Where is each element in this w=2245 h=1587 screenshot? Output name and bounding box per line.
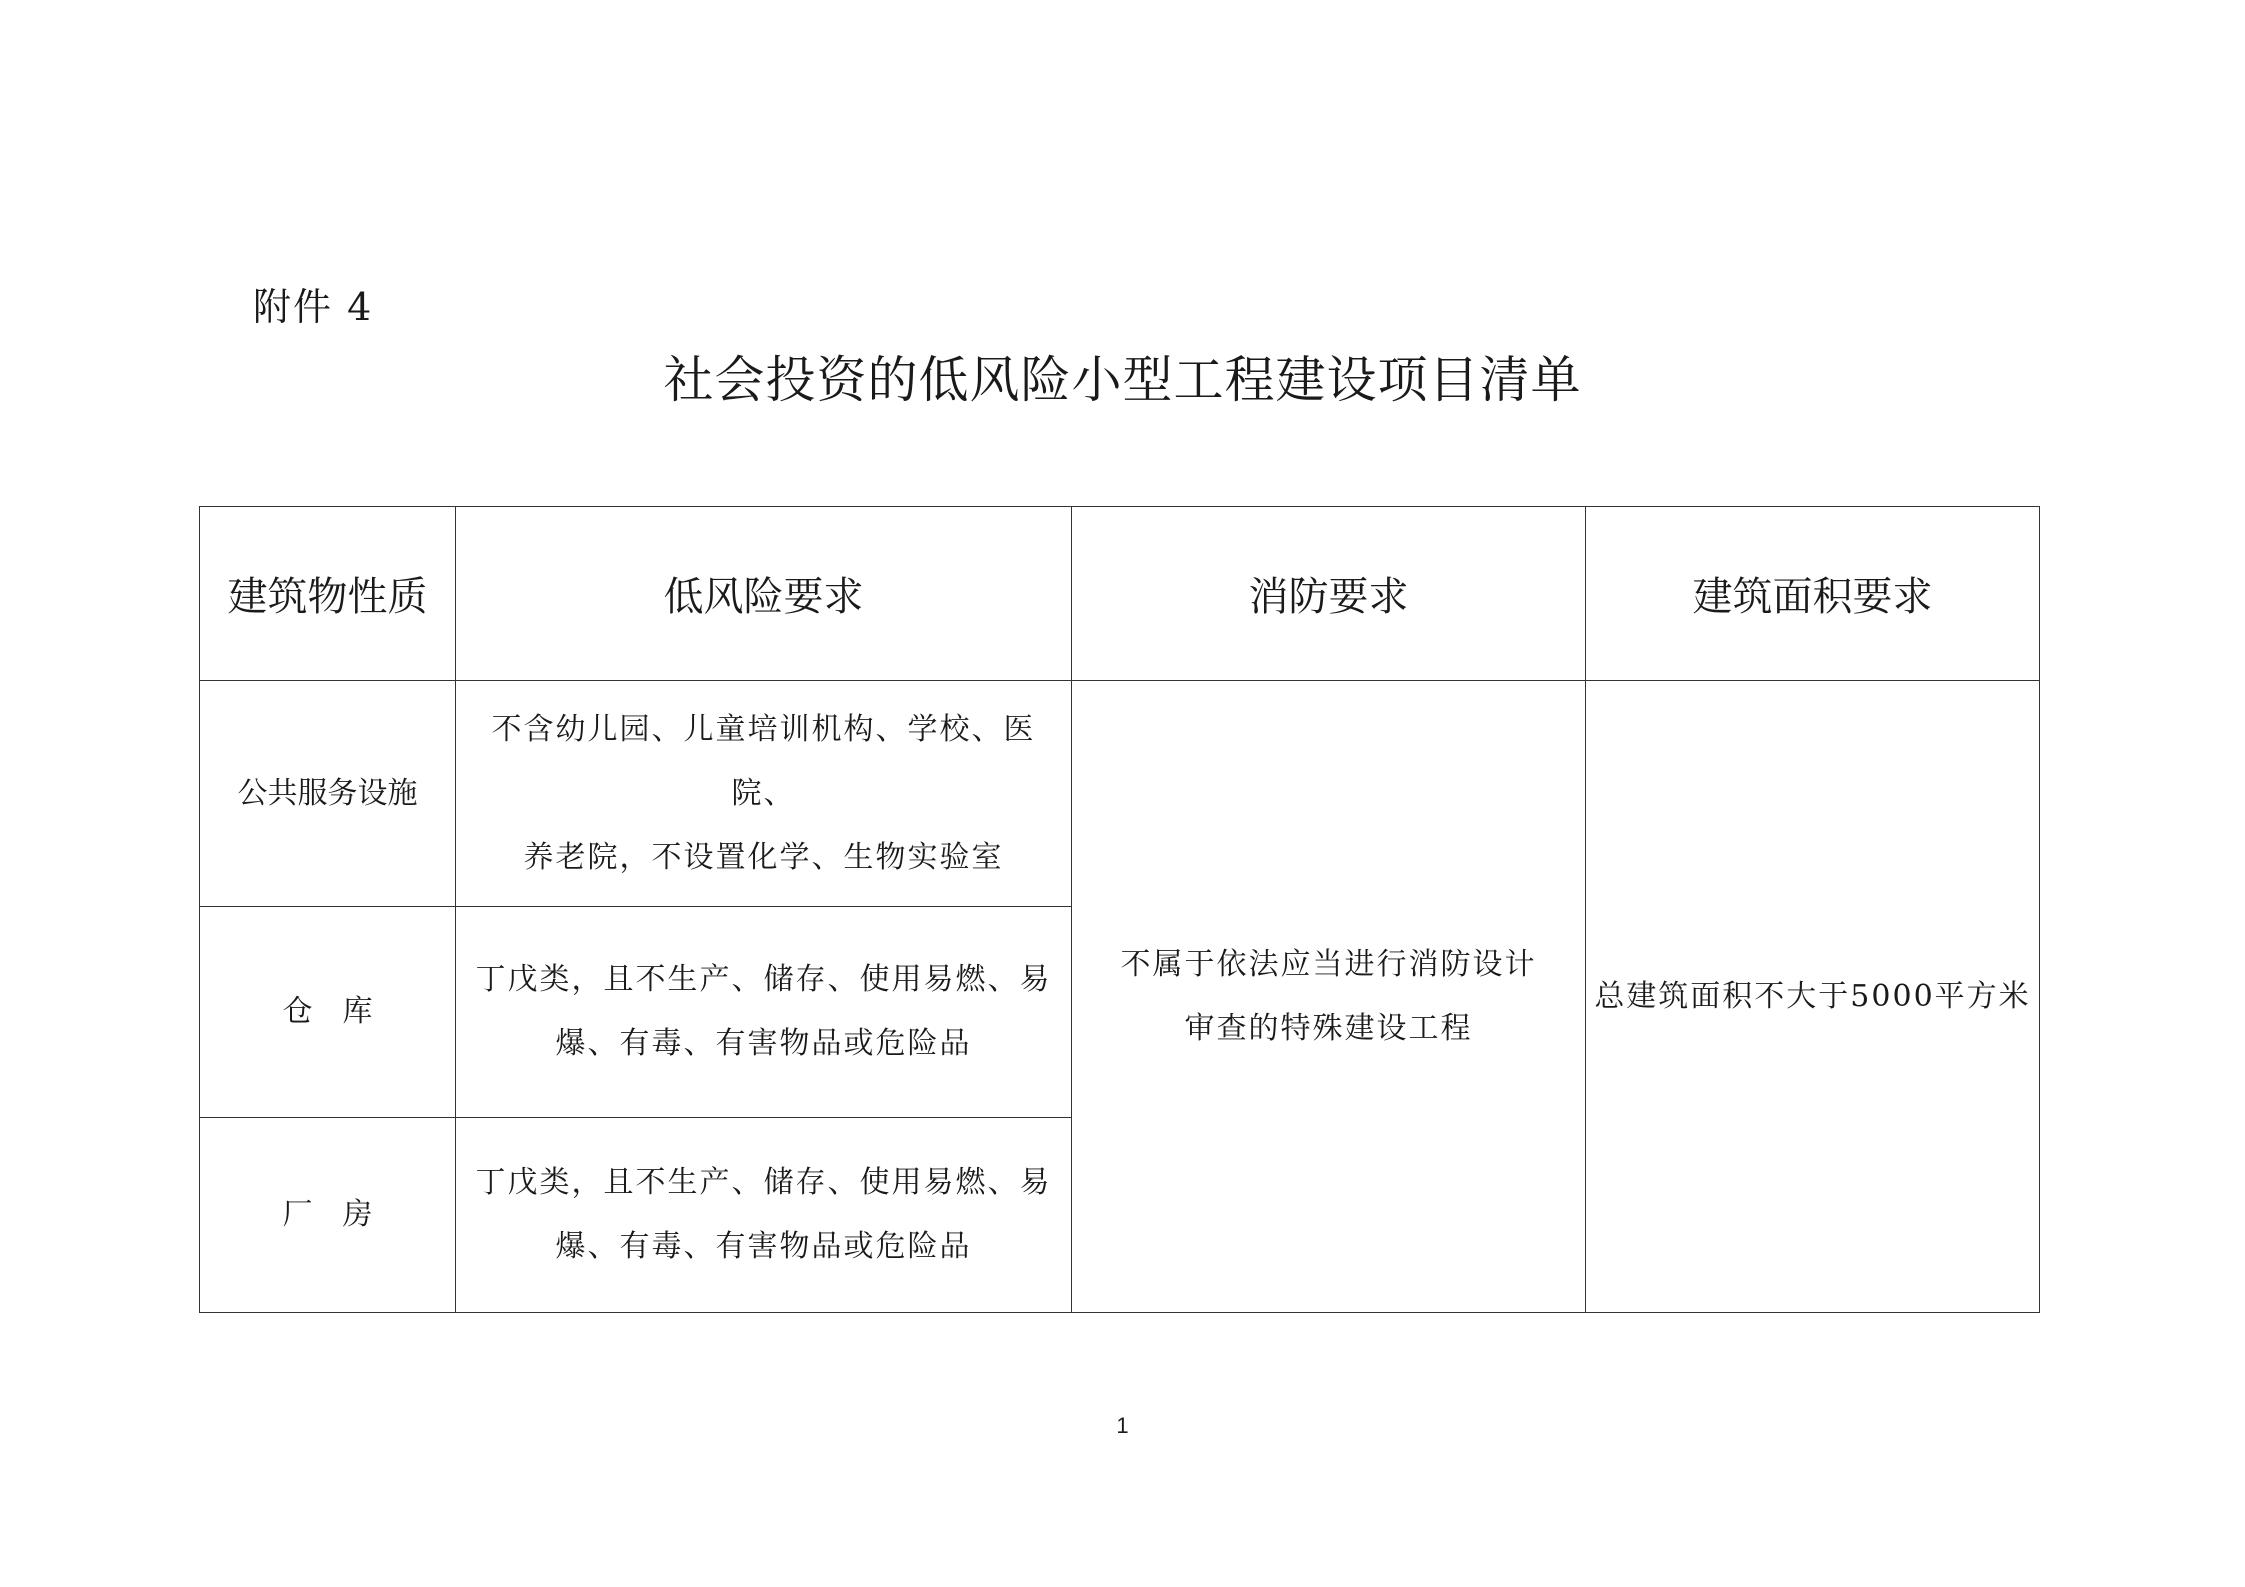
document-title: 社会投资的低风险小型工程建设项目清单 xyxy=(663,351,1582,409)
header-fire-protection: 消防要求 xyxy=(1072,507,1586,681)
low-risk-line: 爆、有毒、有害物品或危险品 xyxy=(555,1026,972,1061)
project-list-table xyxy=(199,506,2040,1313)
table-header-row xyxy=(200,507,2040,681)
page-number: 1 xyxy=(1116,1413,1129,1438)
table-row xyxy=(200,681,2040,907)
low-risk-line: 丁戊类，且不生产、储存、使用易燃、易 xyxy=(475,1165,1052,1200)
low-risk-line: 养老院，不设置化学、生物实验室 xyxy=(523,839,1004,875)
fire-requirement-cell xyxy=(1072,681,1586,1313)
low-risk-cell xyxy=(456,681,1072,907)
attachment-label: 附件 4 xyxy=(253,285,374,329)
header-low-risk: 低风险要求 xyxy=(456,507,1072,681)
low-risk-line: 丁戊类，且不生产、储存、使用易燃、易 xyxy=(475,962,1052,997)
fire-requirement-line: 不属于依法应当进行消防设计 xyxy=(1120,946,1537,982)
fire-requirement-line: 审查的特殊建设工程 xyxy=(1184,1010,1473,1046)
area-requirement-cell: 总建筑面积不大于5000平方米 xyxy=(1586,681,2040,1313)
low-risk-line: 不含幼儿园、儿童培训机构、学校、医院、 xyxy=(491,711,1036,811)
building-type-cell: 仓 库 xyxy=(200,907,456,1118)
low-risk-cell xyxy=(456,1118,1072,1313)
building-type-cell: 公共服务设施 xyxy=(200,681,456,907)
header-building-area: 建筑面积要求 xyxy=(1586,507,2040,681)
low-risk-cell xyxy=(456,907,1072,1118)
building-type-cell: 厂 房 xyxy=(200,1118,456,1313)
low-risk-line: 爆、有毒、有害物品或危险品 xyxy=(555,1229,972,1264)
header-building-type: 建筑物性质 xyxy=(200,507,456,681)
